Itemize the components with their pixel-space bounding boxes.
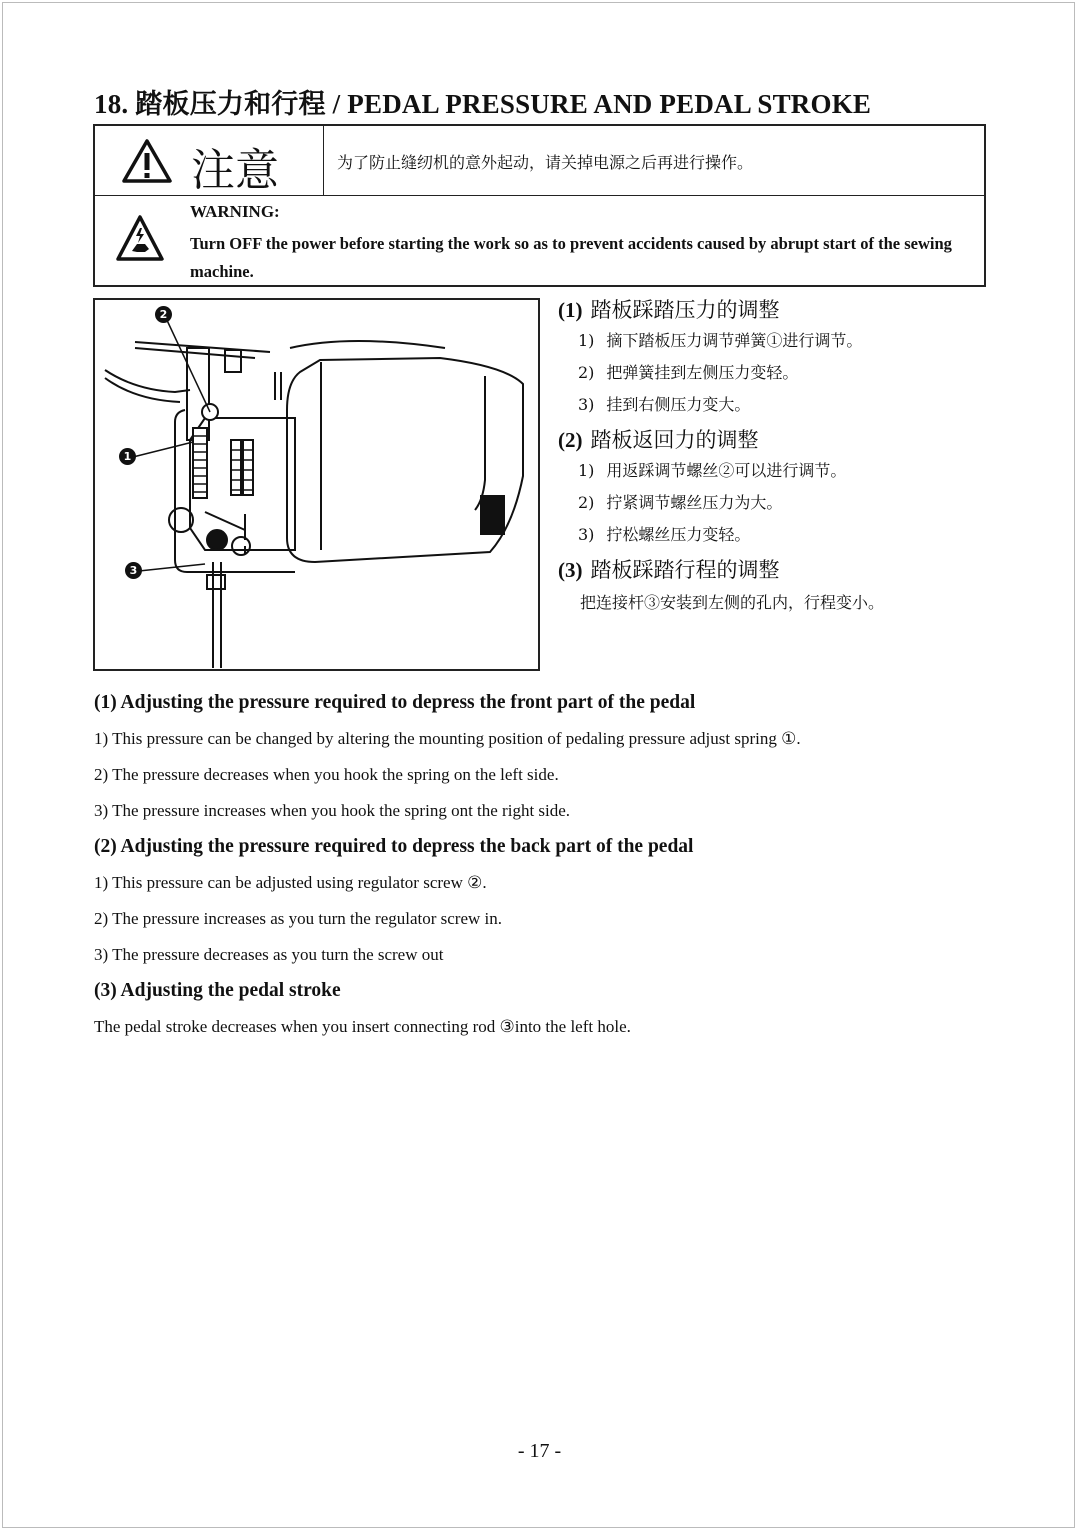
cn-item-number: 1): [578, 461, 595, 480]
cn-list-item: [558, 362, 1058, 394]
cn-item-text: 拧紧调节螺丝压力为大。: [606, 493, 783, 512]
cn-section-title: 踏板踩踏压力的调整: [590, 298, 780, 322]
cn-list-item: [558, 492, 1058, 524]
cn-item-number: 2): [578, 363, 595, 382]
cn-section-number: (3): [558, 558, 583, 582]
en-list-item: The pedal stroke decreases when you insert connecting rod ③into the left hole.: [94, 1017, 631, 1036]
cn-item-text: 用返踩调节螺丝②可以进行调节。: [606, 461, 847, 480]
caution-heading-cell: [95, 126, 324, 195]
pedal-mechanism-figure: [93, 298, 540, 671]
cn-item-text: 把弹簧挂到左侧压力变轻。: [606, 363, 799, 382]
cn-section-title: 踏板踩踏行程的调整: [590, 558, 780, 582]
en-section-heading: (1) Adjusting the pressure required to depress the front part of the pedal: [94, 692, 696, 713]
cn-section-number: (1): [558, 298, 583, 322]
en-section-heading: (3) Adjusting the pedal stroke: [94, 980, 341, 1001]
cn-item-number: 1): [578, 331, 595, 350]
callout-3: 3: [125, 562, 142, 579]
cn-item-number: 3): [578, 525, 595, 544]
warning-text: Turn OFF the power before starting the work so as to prevent accidents caused by abrupt start of the sewing machine.: [190, 234, 952, 281]
cn-list-item: [558, 330, 1058, 362]
page-number: - 17 -: [517, 1440, 562, 1462]
warning-label: WARNING:: [190, 202, 280, 221]
en-list-item: 3) The pressure increases when you hook the spring ont the right side.: [94, 801, 571, 820]
page-title: 18. 踏板压力和行程 / PEDAL PRESSURE AND PEDAL STROKE: [94, 89, 872, 119]
cn-list-item: [558, 460, 1058, 492]
callout-2: 2: [155, 306, 172, 323]
caution-text-cn: 为了防止缝纫机的意外起动，请关掉电源之后再进行操作。: [337, 153, 754, 172]
callout-1: 1: [119, 448, 136, 465]
caution-top-row: [95, 126, 984, 196]
en-section-heading: (2) Adjusting the pressure required to depress the back part of the pedal: [94, 836, 694, 857]
cn-item-text: 挂到右侧压力变大。: [606, 395, 751, 414]
cn-item-number: 3): [578, 395, 595, 414]
cn-section-title: 踏板返回力的调整: [590, 428, 759, 452]
cn-section-number: (2): [558, 428, 583, 452]
en-list-item: 3) The pressure decreases as you turn the screw out: [94, 945, 444, 964]
cn-item-text: 拧松螺丝压力变轻。: [606, 525, 751, 544]
cn-item-number: 2): [578, 493, 595, 512]
en-list-item: 1) This pressure can be changed by altering the mounting position of pedaling pressure adjust spring ①.: [94, 729, 801, 748]
cn-section-1-heading: [558, 296, 1058, 330]
cn-list-item: [558, 524, 1058, 556]
chinese-instructions: [558, 296, 1058, 614]
en-list-item: 2) The pressure increases as you turn the regulator screw in.: [94, 909, 503, 928]
cn-section-3-heading: [558, 556, 1058, 590]
en-list-item: 1) This pressure can be adjusted using regulator screw ②.: [94, 873, 487, 892]
caution-box: [93, 124, 986, 287]
caution-heading-cn: 注意: [191, 145, 279, 196]
english-instructions: [94, 688, 994, 1048]
cn-paragraph: 把连接杆③安装到左侧的孔内，行程变小。: [580, 593, 885, 612]
cn-item-text: 摘下踏板压力调节弹簧①进行调节。: [606, 331, 863, 350]
caution-triangle-icon: [121, 138, 173, 184]
en-list-item: 2) The pressure decreases when you hook the spring on the left side.: [94, 765, 559, 784]
cn-section-2-heading: [558, 426, 1058, 460]
pedal-mechanism-drawing: [95, 300, 538, 669]
hand-hazard-icon: [115, 214, 165, 264]
cn-list-item: [558, 394, 1058, 426]
